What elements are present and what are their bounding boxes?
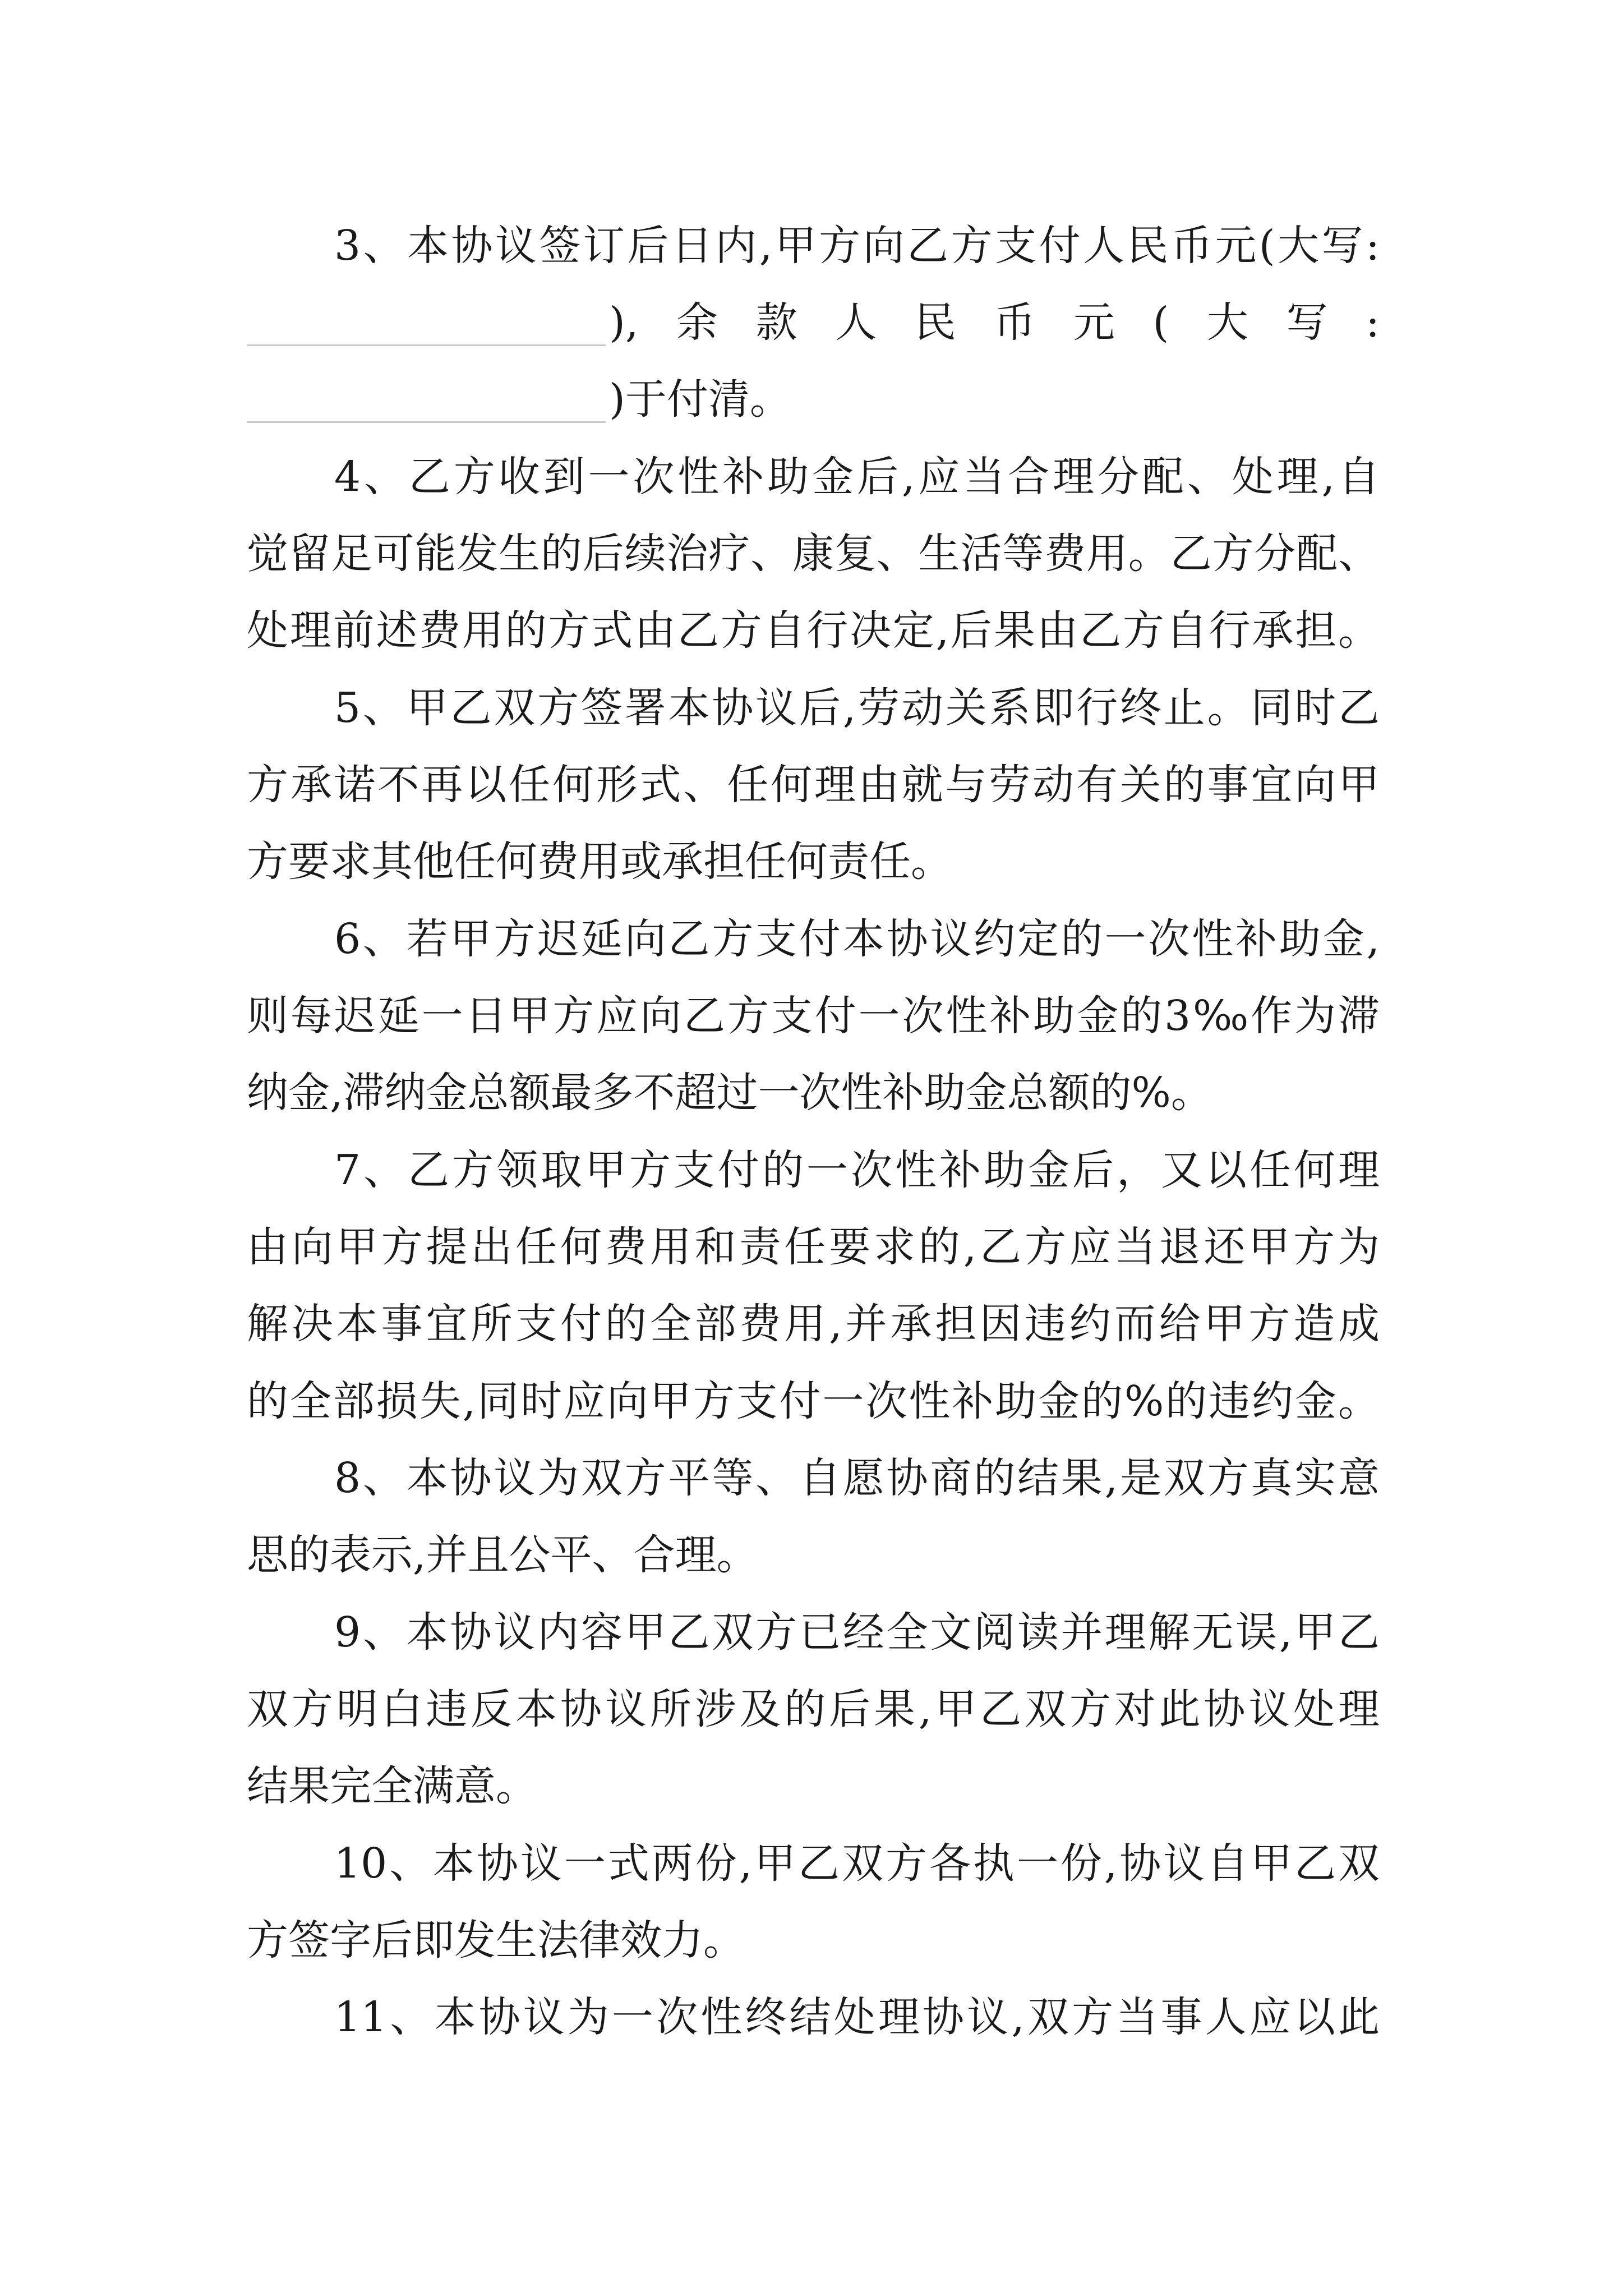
clause-3-line-2 bbox=[247, 289, 1380, 356]
clause-7-line-3: 解决本事宜所支付的全部费用,并承担因违约而给甲方造成 bbox=[247, 1300, 1380, 1348]
clause-3-line-1: 3、本协议签订后日内,甲方向乙方支付人民币元(大写: bbox=[334, 222, 1380, 270]
clause-3-line-2-glyph: 余 bbox=[676, 298, 718, 347]
clause-7-line-1: 7、乙方领取甲方支付的一次性补助金后，又以任何理 bbox=[334, 1146, 1380, 1194]
clause-5-line-1: 5、甲乙双方签署本协议后,劳动关系即行终止。同时乙 bbox=[334, 684, 1380, 732]
clause-10-line-1: 10、本协议一式两份,甲乙双方各执一份,协议自甲乙双 bbox=[334, 1839, 1380, 1888]
clause-6-line-1: 6、若甲方迟延向乙方支付本协议约定的一次性补助金, bbox=[334, 915, 1380, 963]
clause-3-line-2-text bbox=[609, 289, 1380, 356]
clause-5-line-3: 方要求其他任何费用或承担任何责任。 bbox=[247, 838, 952, 886]
clause-5-line-2: 方承诺不再以任何形式、任何理由就与劳动有关的事宜向甲 bbox=[247, 761, 1380, 809]
clause-3-line-2-glyph: 币 bbox=[994, 298, 1036, 347]
clause-3-line-2-glyph: 写 bbox=[1286, 298, 1328, 347]
clause-3-line-2-glyph: : bbox=[1366, 298, 1380, 347]
clause-3-line-2-glyph: 元 bbox=[1073, 298, 1115, 347]
clause-3-line-3-text: )于付清。 bbox=[609, 375, 791, 424]
blank-field-amount-words bbox=[247, 300, 606, 346]
clause-3-line-2-glyph: ), bbox=[609, 298, 639, 347]
clause-3-line-2-glyph: 大 bbox=[1206, 298, 1248, 347]
clause-8-line-2: 思的表示,并且公平、合理。 bbox=[247, 1531, 758, 1579]
clause-9-line-1: 9、本协议内容甲乙双方已经全文阅读并理解无误,甲乙 bbox=[334, 1608, 1380, 1657]
clause-6-line-2: 则每迟延一日甲方应向乙方支付一次性补助金的3‰作为滞 bbox=[247, 992, 1380, 1040]
blank-field-balance-words bbox=[247, 376, 606, 423]
clause-9-line-3: 结果完全满意。 bbox=[247, 1762, 537, 1810]
clause-4-line-3: 处理前述费用的方式由乙方自行决定,后果由乙方自行承担。 bbox=[247, 606, 1380, 655]
clause-11-line-1: 11、本协议为一次性终结处理协议,双方当事人应以此 bbox=[334, 1993, 1380, 2041]
clause-10-line-2: 方签字后即发生法律效力。 bbox=[247, 1916, 745, 1964]
clause-3-line-2-glyph: 民 bbox=[914, 298, 956, 347]
clause-3-line-2-glyph: 款 bbox=[755, 298, 797, 347]
clause-3-line-2-glyph: ( bbox=[1152, 298, 1169, 347]
clause-7-line-2: 由向甲方提出任何费用和责任要求的,乙方应当退还甲方为 bbox=[247, 1223, 1380, 1271]
clause-6-line-3: 纳金,滞纳金总额最多不超过一次性补助金总额的%。 bbox=[247, 1069, 1212, 1117]
clause-9-line-2: 双方明白违反本协议所涉及的后果,甲乙双方对此协议处理 bbox=[247, 1685, 1380, 1733]
clause-8-line-1: 8、本协议为双方平等、自愿协商的结果,是双方真实意 bbox=[334, 1454, 1380, 1502]
clause-3-line-2-glyph: 人 bbox=[835, 298, 877, 347]
clause-3-line-3 bbox=[247, 366, 1380, 433]
clause-4-line-1: 4、乙方收到一次性补助金后,应当合理分配、处理,自 bbox=[334, 453, 1380, 501]
clause-7-line-4: 的全部损失,同时应向甲方支付一次性补助金的%的违约金。 bbox=[247, 1377, 1380, 1425]
clause-4-line-2: 觉留足可能发生的后续治疗、康复、生活等费用。乙方分配、 bbox=[247, 530, 1380, 578]
